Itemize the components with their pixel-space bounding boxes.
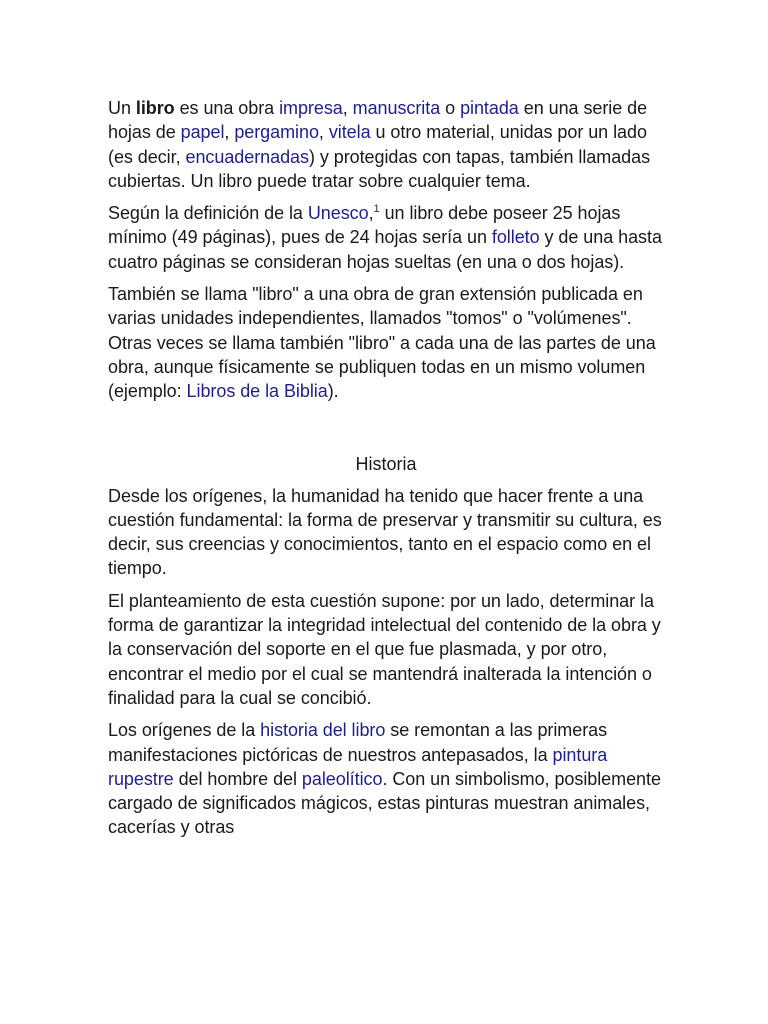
text-run: , [368, 203, 374, 224]
text-run: ) y protegidas con tapas, también llamadas cubiertas. Un libro puede tratar sobre cualquier tema. [108, 146, 651, 191]
intro-paragraph [108, 96, 664, 193]
text-run: se remontan a las primeras manifestaciones pictóricas de nuestros antepasados, la [108, 720, 608, 765]
section-heading-historia: Historia [355, 453, 417, 474]
text-run: Según la definición de la [108, 203, 308, 224]
link-unesco[interactable]: Unesco [307, 203, 369, 224]
link-historia-del-libro[interactable]: historia del libro [260, 720, 386, 741]
link-libros-de-la-biblia[interactable]: Libros de la Biblia [186, 381, 328, 402]
text-run: ). [327, 381, 339, 402]
text-run: , [342, 98, 353, 118]
footnote-reference[interactable]: 1 [373, 203, 380, 216]
text-run: Un [108, 98, 136, 118]
link-vitela[interactable]: vitela [328, 122, 371, 143]
text-run: un libro debe poseer 25 hojas mínimo (49 páginas), pues de 24 hojas sería un [108, 203, 621, 248]
text-run: Los orígenes de la [108, 720, 261, 741]
volumes-paragraph [108, 282, 664, 403]
link-pergamino[interactable]: pergamino [234, 122, 319, 143]
text-run: es una obra [174, 98, 280, 118]
text-run: y de una hasta cuatro páginas se consideran hojas sueltas (en una o dos hojas). [108, 227, 662, 272]
history-paragraph-1: Desde los orígenes, la humanidad ha tenido que hacer frente a una cuestión fundamental: la forma de preservar y transmitir su cultura, es decir, sus creencias y conocimientos, tanto en el espacio como en el tiempo. [108, 485, 662, 579]
bold-term-libro: libro [135, 98, 175, 118]
link-papel[interactable]: papel [180, 122, 225, 143]
link-impresa[interactable]: impresa [279, 98, 343, 118]
link-manuscrita[interactable]: manuscrita [352, 98, 441, 118]
text-run: en una serie de hojas de [108, 98, 648, 143]
history-paragraph-2: El planteamiento de esta cuestión supone: por un lado, determinar la forma de garantizar la integridad intelectual del contenido de la obra y la conservación del soporte en el que fue plasmada, y por otro, encontrar el medio por el cual se mantendrá inalterada la intención o finalidad para la cual se concibió. [108, 590, 661, 708]
text-run: . Con un simbolismo, posiblemente cargado de significados mágicos, estas pinturas muestran animales, cacerías y otras [108, 768, 661, 838]
text-run: u otro material, unidas por un lado (es decir, [108, 122, 647, 167]
link-paleolitico[interactable]: paleolítico [301, 768, 383, 789]
text-run: , [318, 122, 329, 143]
text-run: También se llama "libro" a una obra de gran extensión publicada en varias unidades independientes, llamados "tomos" o "volúmenes". Otras veces se llama también "libro" a cada una de las partes de una obra, aunque físicamente se publiquen todas en un mismo volumen (ejemplo: [108, 284, 656, 402]
history-paragraph-3 [108, 718, 664, 839]
link-encuadernadas[interactable]: encuadernadas [185, 146, 309, 167]
definition-paragraph [108, 201, 664, 274]
text-run: del hombre del [173, 768, 302, 789]
link-folleto[interactable]: folleto [491, 227, 540, 248]
text-run: , [224, 122, 235, 143]
document-page [108, 96, 664, 848]
text-run: o [440, 98, 461, 118]
link-pintura-rupestre[interactable]: pintura rupestre [108, 744, 608, 789]
link-pintada[interactable]: pintada [460, 98, 519, 118]
